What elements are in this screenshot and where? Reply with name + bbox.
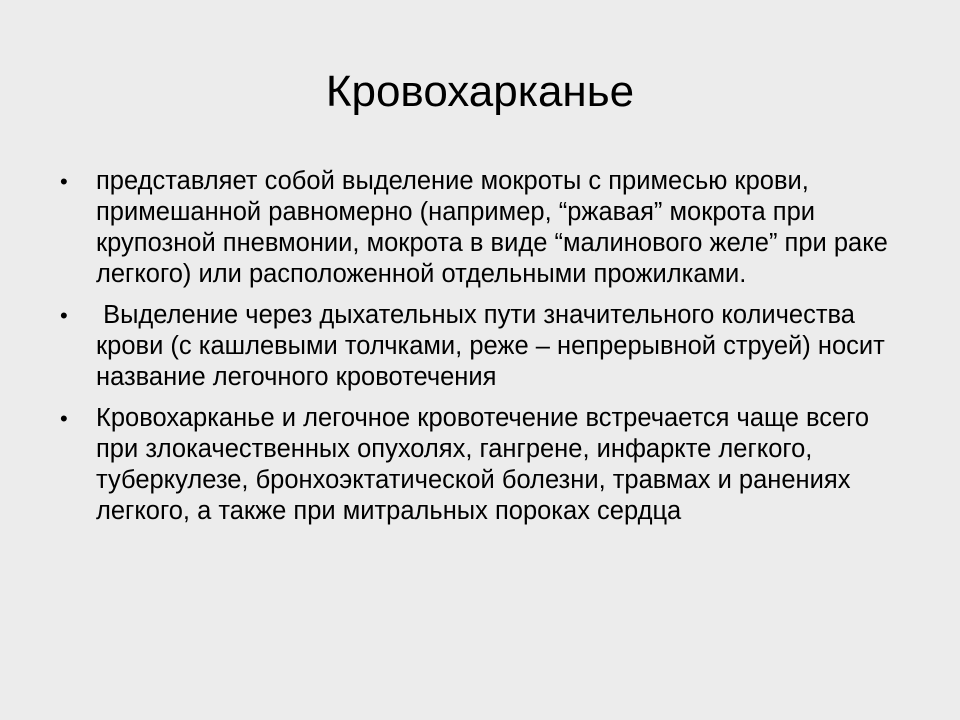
bullet-item-causes [60,403,900,527]
bullet-marker: • [60,169,68,194]
bullet-marker: • [60,303,68,328]
bullet-text: Выделение через дыхательных пути значительного количества крови (с кашлевыми толчками, реже – непрерывной струей) носит название легочного кровотечения [96,301,892,391]
bullet-marker: • [60,406,68,431]
bullet-list [60,166,900,537]
bullet-text: Кровохарканье и легочное кровотечение встречается чаще всего при злокачественных опухолях, гангрене, инфаркте легкого, туберкулезе, бронхоэктатической болезни, травмах и ранениях легкого, а также при митральных пороках сердца [96,404,877,525]
bullet-text: представляет собой выделение мокроты с примесью крови, примешанной равномерно (например, “ржавая” мокрота при крупозной пневмонии, мокрота в виде “малинового желе” при раке легкого) или расположенной отдельными прожилками. [96,167,895,288]
slide-title: Кровохарканье [325,67,635,116]
bullet-item-pulmonary-hemorrhage [60,300,900,393]
bullet-item-definition [60,166,900,290]
